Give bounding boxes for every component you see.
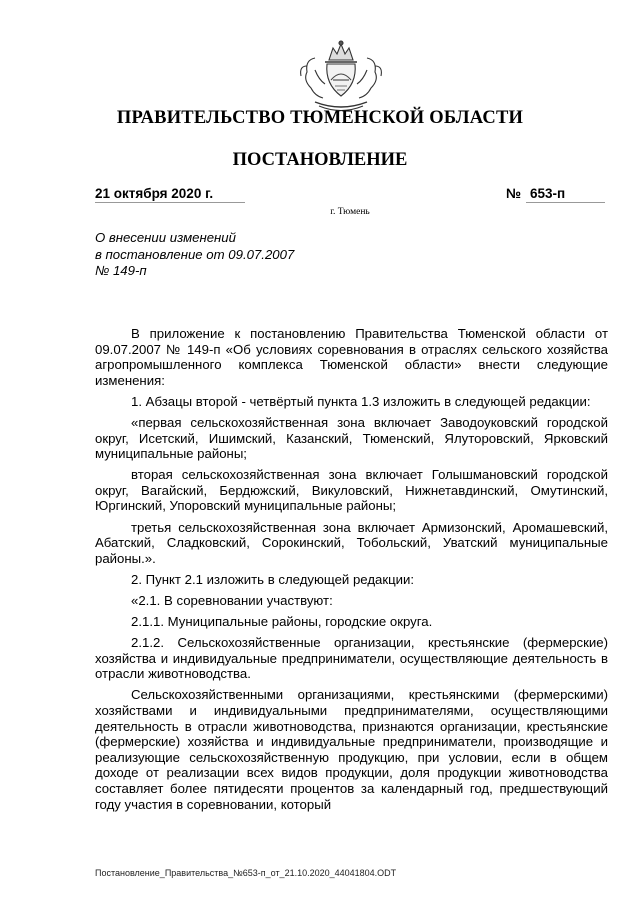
subject-line: в постановление от 09.07.2007 [95, 246, 295, 262]
file-name-footer: Постановление_Правительства_№653-п_от_21.10.2020_44041804.ODT [95, 868, 397, 878]
paragraph: 2.1.2. Сельскохозяйственные организации, крестьянские (фермерские) хозяйства и индивидуальные предприниматели, осуществляющие деятельность в отрасли животноводства. [95, 635, 608, 682]
issuing-authority: ПРАВИТЕЛЬСТВО ТЮМЕНСКОЙ ОБЛАСТИ [116, 108, 524, 128]
paragraph: вторая сельскохозяйственная зона включает Голышмановский городской округ, Вагайский, Бердюжский, Викуловский, Нижнетавдинский, Омутинский, Юргинский, Упоровский муниципальные районы; [95, 467, 608, 514]
paragraph: «2.1. В соревновании участвуют: [131, 592, 333, 608]
document-subject [95, 230, 395, 280]
document-date: 21 октября 2020 г. [95, 186, 245, 203]
document-type: ПОСТАНОВЛЕНИЕ [232, 150, 408, 170]
paragraph: 2. Пункт 2.1 изложить в следующей редакции: [131, 571, 415, 587]
paragraph: третья сельскохозяйственная зона включает Армизонский, Аромашевский, Абатский, Сладковский, Сорокинский, Тобольский, Уватский муниципальные районы.». [95, 519, 608, 566]
paragraph: «первая сельскохозяйственная зона включает Заводоуковский городской округ, Исетский, Ишимский, Казанский, Тюменский, Ялуторовский, Ярковский муниципальные районы; [95, 414, 608, 462]
coat-of-arms-icon [285, 40, 397, 116]
document-body [95, 326, 608, 812]
subject-line: № 149-п [95, 263, 147, 278]
number-sign: № [506, 186, 522, 201]
subject-line: О внесении изменений [95, 230, 236, 245]
issuing-city: г. Тюмень [330, 207, 370, 217]
paragraph: В приложение к постановлению Правительства Тюменской области от 09.07.2007 № 149-п «Об условиях соревнования в отраслях сельского хозяйства агропромышленного комплекса Тюменской области» внести следующие изменения: [95, 326, 608, 388]
paragraph: 2.1.1. Муниципальные районы, городские округа. [131, 614, 433, 629]
paragraph: 1. Абзацы второй - четвёртый пункта 1.3 изложить в следующей редакции: [131, 393, 591, 409]
document-number: 653-п [526, 186, 605, 203]
paragraph: Сельскохозяйственными организациями, крестьянскими (фермерскими) хозяйствами и индивидуальными предпринимателями, осуществляющими деятельность в отрасли животноводства, признаются организации, крестьянские (фермерские) хозяйства и индивидуальные предприниматели, производящие и реализующие сельскохозяйственную продукцию, при условии, если в общем доходе от реализации всех видов продукции, доля продукции животноводства составляет более пятидесяти процентов за календарный год, предшествующий году участия в соревновании, который [95, 687, 608, 812]
